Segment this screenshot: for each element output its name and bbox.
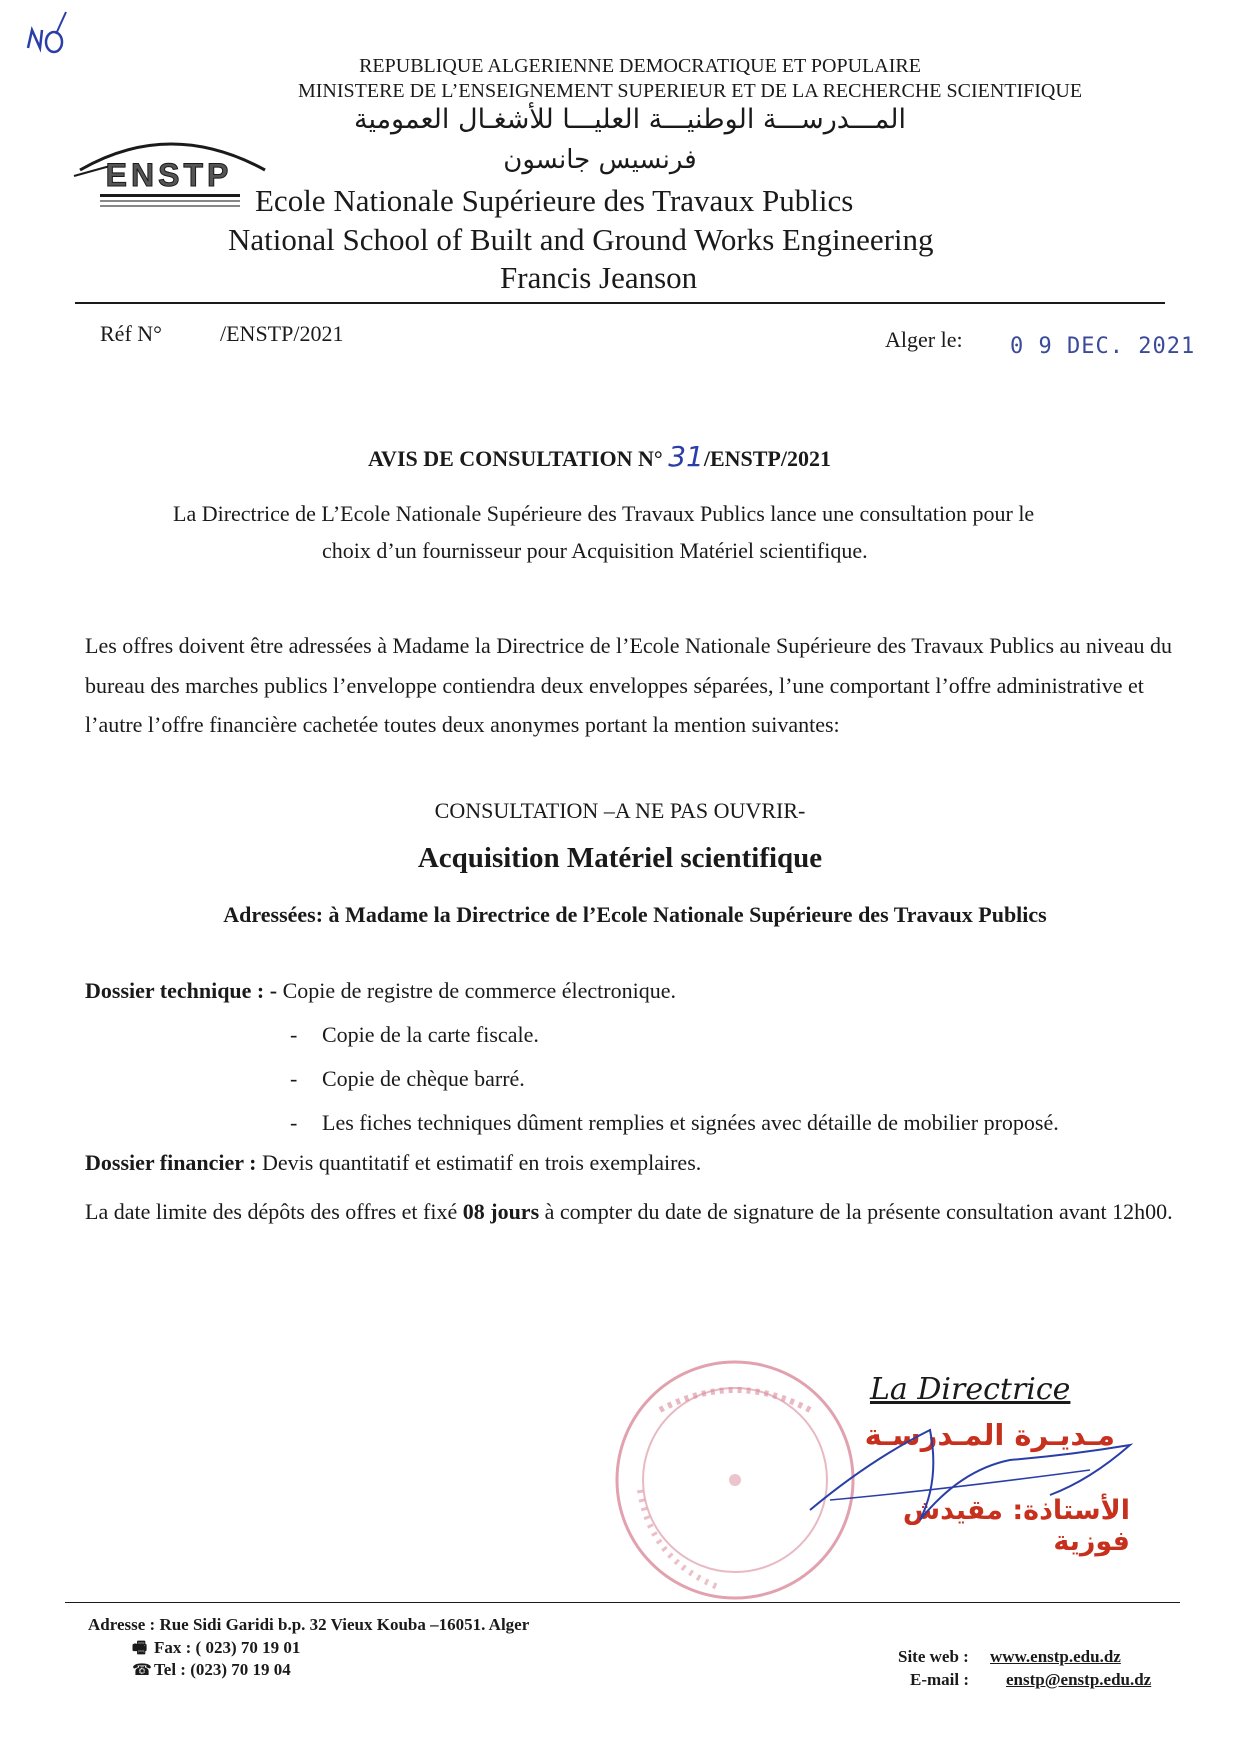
dossier-technique-label: Dossier technique : -	[85, 978, 278, 1003]
footer-mail-link[interactable]: enstp@enstp.edu.dz	[1006, 1670, 1152, 1689]
dossier-financier-label: Dossier financier :	[85, 1150, 257, 1175]
signatory-title: La Directrice	[870, 1372, 1071, 1407]
phone-icon: ☎	[132, 1660, 152, 1679]
footer-address: Adresse : Rue Sidi Garidi b.p. 32 Vieux Kouba –16051. Alger	[88, 1615, 530, 1634]
signatory-role-arabic: مـديـرة المـدرسـة	[864, 1418, 1115, 1452]
dossier-technique-item: Copie de la carte fiscale.	[322, 1022, 539, 1047]
footer-tel	[132, 1660, 291, 1680]
footer-mail-label: E-mail :	[910, 1670, 970, 1689]
deadline-after: à compter du date de signature de la présente consultation avant 12h00.	[544, 1199, 1173, 1224]
header-school-arabic: المـــدرســـة الوطنيـــة العليـــا للأشغـال العمومية	[353, 104, 907, 135]
consultation-mention: CONSULTATION –A NE PAS OUVRIR-	[434, 798, 806, 823]
header-francis-jeanson-arabic: فرنسيس جانسون	[503, 145, 697, 175]
list-item: - Les fiches techniques dûment remplies et signées avec détaille de mobilier proposé.	[290, 1110, 1059, 1135]
ref-value: /ENSTP/2021	[220, 321, 344, 346]
school-name-french: Ecole Nationale Supérieure des Travaux Publics	[255, 183, 854, 218]
footer-divider	[65, 1602, 1180, 1603]
header-divider	[75, 302, 1165, 304]
stamped-date: 0 9 DEC. 2021	[1010, 334, 1196, 359]
margin-handwritten-note	[22, 8, 82, 68]
intro-line-2: choix d’un fournisseur pour Acquisition Matériel scientifique.	[322, 538, 868, 563]
school-name-francis-jeanson: Francis Jeanson	[500, 260, 698, 295]
footer-fax-number: ( 023) 70 19 01	[195, 1638, 301, 1657]
list-item: - Copie de la carte fiscale.	[290, 1022, 539, 1047]
acquisition-heading: Acquisition Matériel scientifique	[417, 842, 823, 874]
dossier-technique	[85, 978, 676, 1004]
footer-site-label: Site web :	[898, 1647, 969, 1666]
deadline-days: 08 jours	[462, 1199, 540, 1224]
footer-fax-label: Fax :	[154, 1638, 192, 1657]
footer-tel-number: (023) 70 19 04	[190, 1660, 291, 1679]
enstp-logo	[70, 128, 270, 213]
ref-label: Réf N°	[100, 321, 162, 346]
dossier-technique-first: Copie de registre de commerce électronique.	[282, 978, 676, 1003]
footer-site-link[interactable]: www.enstp.edu.dz	[990, 1647, 1121, 1666]
notice-number: 31	[668, 440, 704, 473]
dossier-financier-text: Devis quantitatif et estimatif en trois exemplaires.	[262, 1150, 702, 1175]
fax-icon: 🖷	[132, 1638, 148, 1657]
dossier-technique-item: Les fiches techniques dûment remplies et signées avec détaille de mobilier proposé.	[322, 1110, 1059, 1135]
alger-label: Alger le:	[885, 327, 963, 352]
school-name-english: National School of Built and Ground Works Engineering	[228, 222, 934, 257]
deadline-before: La date limite des dépôts des offres et fixé	[85, 1199, 458, 1224]
header-ministry: MINISTERE DE L’ENSEIGNEMENT SUPERIEUR ET DE LA RECHERCHE SCIENTIFIQUE	[297, 80, 1083, 102]
footer-tel-label: Tel :	[154, 1660, 186, 1679]
handwritten-signature	[790, 1400, 1150, 1530]
addressed-to-line: Adressées: à Madame la Directrice de l’Ecole Nationale Supérieure des Travaux Publics	[223, 902, 1047, 927]
dossier-technique-item: Copie de chèque barré.	[322, 1066, 525, 1091]
notice-title-suffix: /ENSTP/2021	[703, 446, 831, 471]
header-republic: REPUBLIQUE ALGERIENNE DEMOCRATIQUE ET POPULAIRE	[359, 55, 921, 77]
logo-text: ENSTP	[105, 157, 233, 193]
intro-line-1: La Directrice de L’Ecole Nationale Supérieure des Travaux Publics lance une consultation pour le	[173, 501, 1035, 526]
offers-paragraph: Les offres doivent être adressées à Madame la Directrice de l’Ecole Nationale Supérieure des Travaux Publics au niveau du bureau des marches publics l’enveloppe contiendra deux enveloppes séparées, l’une comportant l’offre administrative et l’autre l’offre financière cachetée toutes deux anonymes portant la mention suivantes:	[85, 633, 1172, 737]
notice-title-prefix: AVIS DE CONSULTATION N°	[368, 446, 663, 471]
list-item: - Copie de chèque barré.	[290, 1066, 525, 1091]
deadline-paragraph	[85, 1193, 1175, 1231]
signatory-name-arabic: الأستاذة: مقيدش فوزية	[902, 1495, 1130, 1557]
notice-title	[368, 440, 831, 473]
dossier-financier	[85, 1150, 701, 1176]
